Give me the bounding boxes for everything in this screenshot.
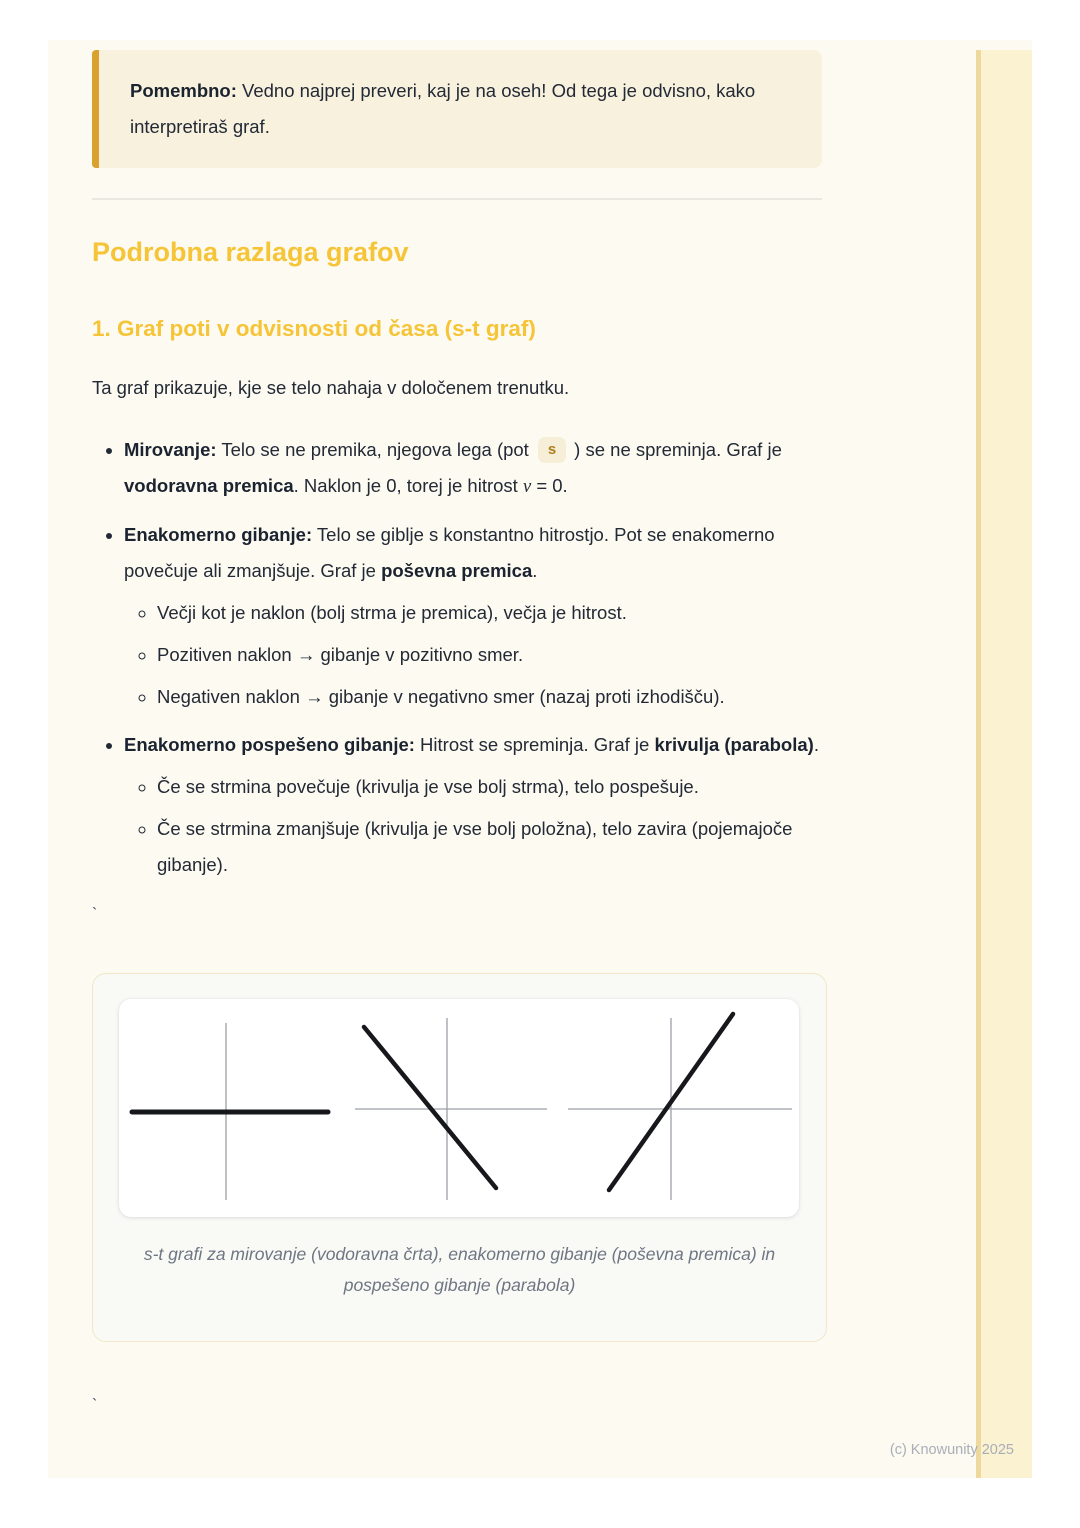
- document-sheet: [48, 40, 1032, 1478]
- sub-item: ◦ Negativen naklon → gibanje v negativno smer (nazaj proti izhodišču).: [157, 679, 822, 715]
- item2-text-2: .: [532, 559, 538, 581]
- item1-text-4: = 0.: [531, 474, 568, 496]
- item2-bold: poševna premica: [381, 559, 533, 581]
- st-graphs-image: [119, 999, 799, 1217]
- item1-text-2: ) se ne spreminja. Graf je: [574, 438, 782, 460]
- sub-item: ◦ Če se strmina povečuje (krivulja je vse bolj strma), telo pospešuje.: [157, 769, 822, 805]
- item3-bold: krivulja (parabola): [654, 734, 814, 756]
- right-accent-strip: [976, 50, 1032, 1478]
- st-graphs-svg: [119, 999, 799, 1217]
- item1-label: Mirovanje:: [124, 438, 217, 460]
- code-chip-s: s: [538, 437, 566, 463]
- list-item-mirovanje: [124, 432, 822, 505]
- item3-sublist: [124, 769, 822, 883]
- section-title: Podrobna razlaga grafov: [92, 237, 409, 268]
- item1-text-3: . Naklon je 0, torej je hitrost: [293, 474, 523, 496]
- item3-text-1: Hitrost se spreminja. Graf je: [414, 734, 655, 756]
- stray-backtick-1: `: [92, 906, 98, 924]
- list-item-enakomerno-gibanje: [124, 517, 822, 715]
- callout-text: Vedno najprej preveri, kaj je na oseh! Od tega je odvisno, kako interpretiraš graf.: [130, 80, 756, 138]
- graph2-negative-slope-line: [364, 1027, 496, 1188]
- item2-sublist: [124, 595, 822, 715]
- intro-paragraph: Ta graf prikazuje, kje se telo nahaja v določenem trenutku.: [92, 376, 570, 398]
- list-item-pospeseno-gibanje: [124, 727, 822, 883]
- item1-bold: vodoravna premica: [124, 474, 294, 496]
- stray-backtick-2: `: [92, 1396, 98, 1414]
- figure-caption: s-t grafi za mirovanje (vodoravna črta), enakomerno gibanje (poševna premica) in pospešeno gibanje (parabola): [143, 1243, 776, 1295]
- callout-label: Pomembno:: [130, 80, 237, 101]
- item2-label: Enakomerno gibanje:: [124, 523, 313, 545]
- item1-text-1: Telo se ne premika, njegova lega (pot: [216, 438, 529, 460]
- item1-math-var: v: [522, 476, 532, 497]
- section-divider: [92, 198, 822, 200]
- copyright-note: (c) Knowunity 2025: [889, 1442, 1014, 1458]
- important-callout: [92, 50, 822, 168]
- st-graphs-figure: [92, 973, 827, 1342]
- item3-label: Enakomerno pospešeno gibanje:: [124, 734, 415, 756]
- item2-text-1: Telo se giblje s konstantno hitrostjo. Pot se enakomerno povečuje ali zmanjšuje. Graf je: [124, 523, 775, 581]
- sub-item: ◦ Če se strmina zmanjšuje (krivulja je vse bolj položna), telo zavira (pojemajoče gibanje).: [157, 811, 822, 883]
- document-content: [92, 40, 822, 1421]
- item3-text-2: .: [813, 734, 819, 756]
- graph-types-list: [92, 432, 822, 884]
- sub-item: ◦ Večji kot je naklon (bolj strma je premica), večja je hitrost.: [157, 595, 822, 631]
- sub-item: ◦ Pozitiven naklon → gibanje v pozitivno smer.: [157, 637, 822, 673]
- subsection-title: 1. Graf poti v odvisnosti od časa (s-t graf): [92, 315, 536, 341]
